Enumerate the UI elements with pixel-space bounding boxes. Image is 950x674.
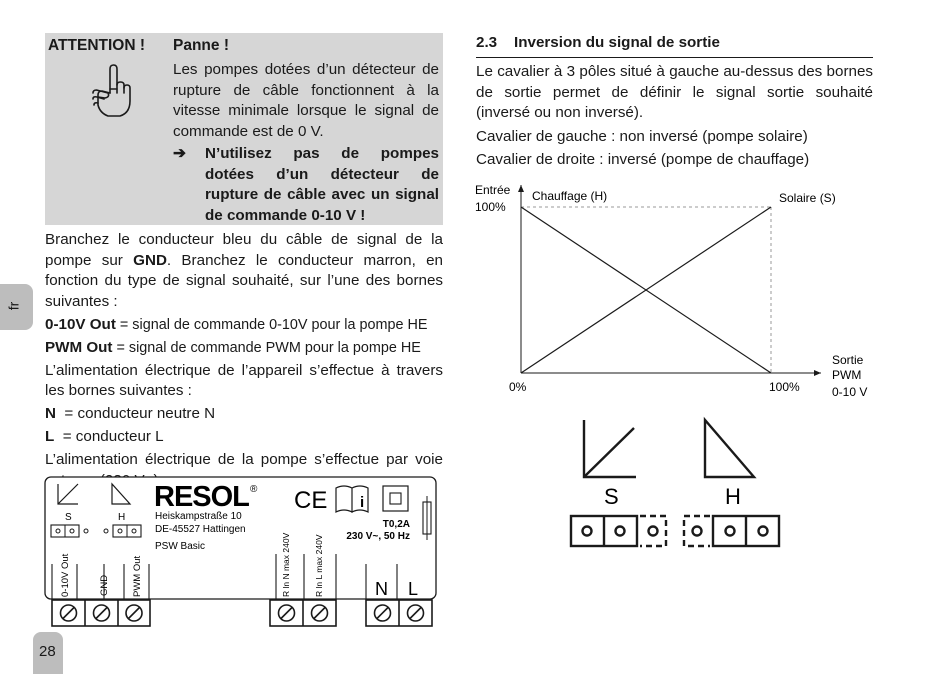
y-tick-label: 100% <box>475 200 506 214</box>
y-axis-arrow <box>518 185 524 192</box>
paragraph-jumper: Le cavalier à 3 pôles situé à gauche au-dessus des bornes de sortie permet de définir le signal sortie souhaité (inversé ou non inversé). <box>476 63 873 121</box>
terminal-label-relay-l: R ln L max 240V <box>314 534 324 597</box>
address-city: DE-45527 Hattingen <box>155 524 246 535</box>
warning-label: ATTENTION ! <box>48 37 146 54</box>
x-tick-label-100: 100% <box>769 380 800 394</box>
right-column-text <box>476 62 873 174</box>
paragraph-connection: Branchez le conducteur bleu du câble de signal de la pompe sur GND. Branchez le conducteur marron, en fonction du type de signal souhaité, sur l’une des bornes suivantes : <box>45 231 443 310</box>
terminal-label-010v: 0-10V Out <box>60 553 71 597</box>
resol-logo: RESOL <box>154 481 249 513</box>
chart-xlabel-line1: Sortie <box>832 353 864 367</box>
section-number: 2.3 <box>476 34 498 51</box>
signal-inversion-chart <box>470 178 880 403</box>
device-diagram <box>44 476 439 632</box>
manual-info-symbol: i <box>360 494 365 511</box>
ce-mark: CE <box>294 487 328 514</box>
jumper-s-label: S <box>65 512 72 523</box>
warning-text: Les pompes dotées d’un détecteur de rupture de câble fonctionnent à la vitesse minimale lorsque le signal de commande est de 0 V. <box>173 61 439 140</box>
warning-box <box>45 33 443 225</box>
jumper-h-dashed <box>684 516 710 546</box>
terminal-label-pwm: PWM Out <box>132 555 143 597</box>
paragraph-010v: 0-10V Out = signal de commande 0-10V pour la pompe HE <box>45 315 428 333</box>
legend-solar: Solaire (S) <box>779 191 836 205</box>
supply-rating: 230 V~, 50 Hz <box>346 531 410 542</box>
jumper-h-label: H <box>118 512 126 523</box>
chart-xlabel-line2: PWM <box>832 368 862 382</box>
paragraph-power: L’alimentation électrique de l’appareil s’effectue à travers les bornes suivantes : <box>45 361 443 399</box>
language-tab: fr <box>0 284 33 330</box>
warning-instruction: N’utilisez pas de pompes dotées d’un détecteur de rupture de câble avec un signal de commande 0-10 V ! <box>205 145 439 224</box>
jumper-diagram <box>565 414 785 552</box>
section-title: Inversion du signal de sortie <box>514 34 720 51</box>
page-number: 28 <box>33 632 63 674</box>
x-tick-label-0: 0% <box>509 380 527 394</box>
chart-ylabel: Entrée <box>475 183 511 197</box>
warning-title: Panne ! <box>173 37 229 54</box>
terminal-block-relay <box>270 600 336 626</box>
chart-xlabel-line3: 0-10 V <box>832 385 868 399</box>
terminal-block-power <box>366 600 432 626</box>
model-name: PSW Basic <box>155 541 206 552</box>
paragraph-left-jumper: Cavalier de gauche : non inversé (pompe solaire) <box>476 127 808 145</box>
terminal-label-relay-n: R ln N max 240V <box>281 532 291 597</box>
address-street: Heiskampstraße 10 <box>155 511 242 522</box>
section-heading <box>476 33 873 58</box>
pointing-hand-icon <box>90 63 134 119</box>
terminal-label-gnd: GND <box>99 574 110 596</box>
jumper-label-h: H <box>725 484 741 509</box>
registered-mark: ® <box>250 484 258 495</box>
jumper-s-dashed <box>640 516 666 546</box>
x-axis-arrow <box>814 370 821 376</box>
paragraph-pump-power: L’alimentation électrique de la pompe s’effectue par voie <box>45 451 443 468</box>
fuse-rating: T0,2A <box>382 519 410 530</box>
paragraph-pwm: PWM Out = signal de commande PWM pour la pompe HE <box>45 338 421 356</box>
paragraph-right-jumper: Cavalier de droite : inversé (pompe de chauffage) <box>476 151 810 168</box>
paragraph-neutral: N = conducteur neutre N <box>45 405 216 422</box>
arrow-right-icon: ➔ <box>173 145 186 162</box>
legend-heating: Chauffage (H) <box>532 189 608 203</box>
jumper-label-s: S <box>604 484 619 509</box>
paragraph-phase: L = conducteur L <box>45 428 164 445</box>
terminal-label-l: L <box>408 579 419 599</box>
left-column-text <box>45 230 443 494</box>
terminal-label-n: N <box>375 579 388 599</box>
